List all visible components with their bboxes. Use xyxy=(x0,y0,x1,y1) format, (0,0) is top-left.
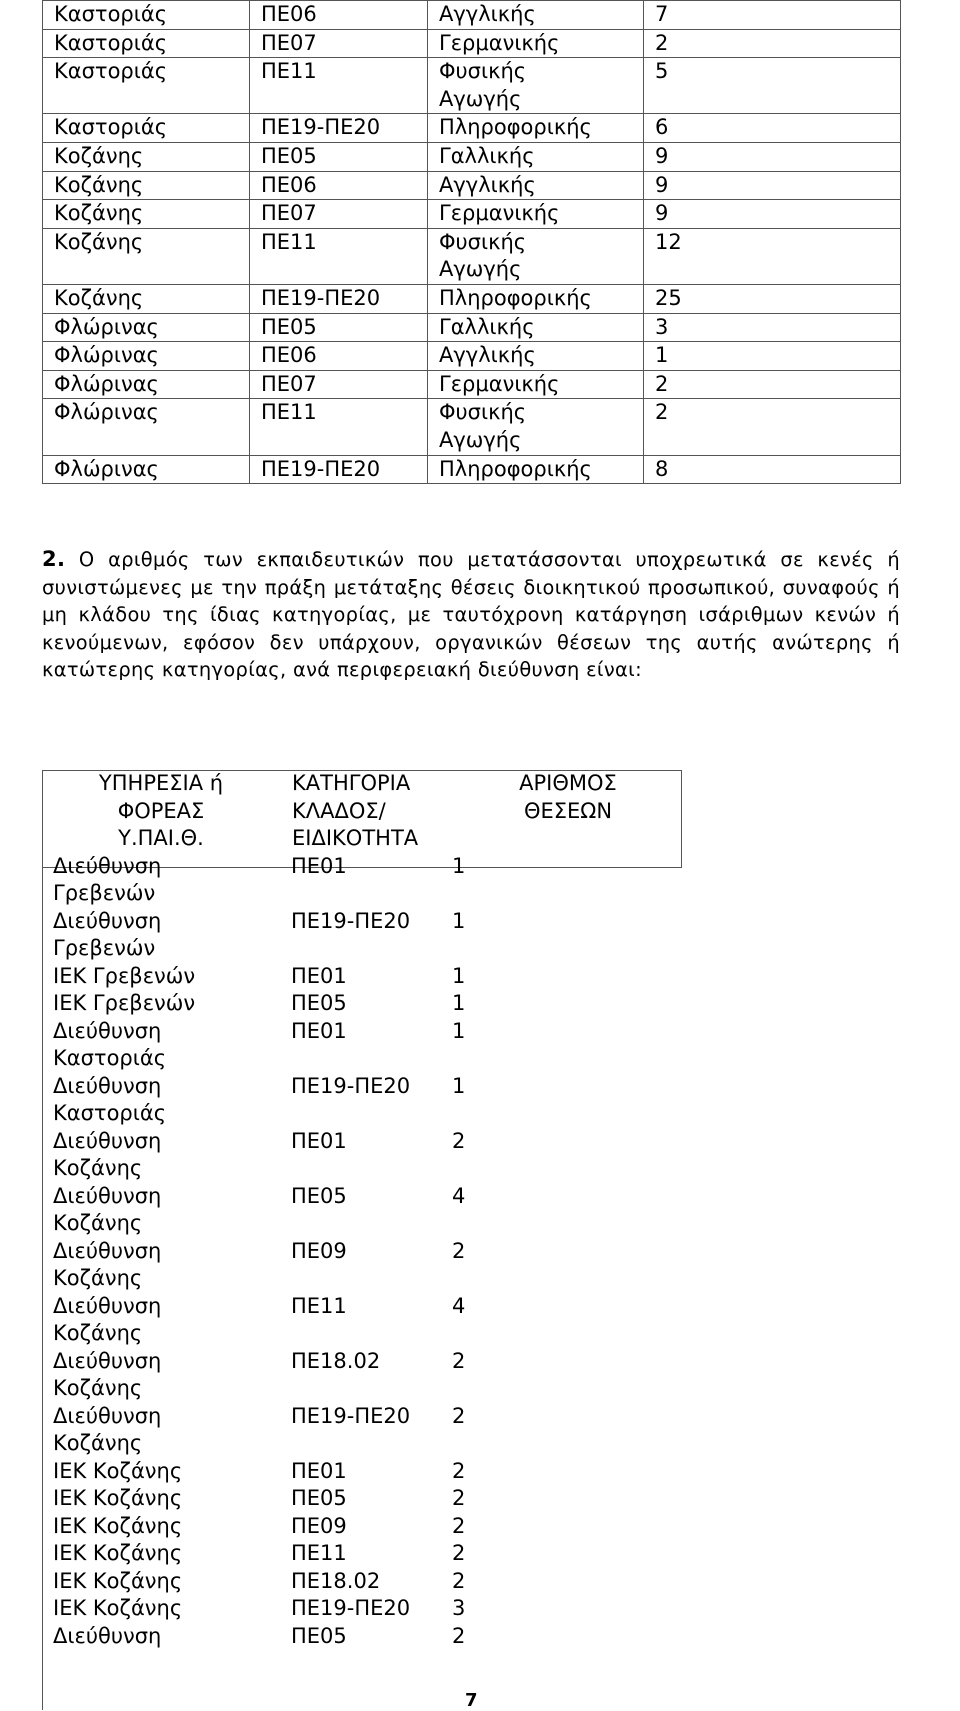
count-cell: 3 xyxy=(644,313,901,342)
positions-cell: 2 xyxy=(452,1541,466,1565)
category-cell: ΠΕ05 xyxy=(291,991,347,1015)
table-row xyxy=(42,1128,684,1183)
table-row xyxy=(43,29,901,58)
branch-cell: ΠΕ06 xyxy=(250,342,428,371)
table-row xyxy=(43,342,901,371)
paragraph-number: 2. xyxy=(42,547,66,571)
service-cell: ΙΕΚ Κοζάνης xyxy=(53,1596,183,1620)
branch-cell: ΠΕ06 xyxy=(250,1,428,30)
branch-cell: ΠΕ05 xyxy=(250,142,428,171)
specialty-cell: Φυσικής Αγωγής xyxy=(428,228,644,284)
branch-cell: ΠΕ07 xyxy=(250,370,428,399)
positions-cell: 4 xyxy=(452,1293,466,1318)
branch-cell: ΠΕ19-ΠΕ20 xyxy=(250,284,428,313)
table-row xyxy=(42,1403,684,1458)
specialty-cell: Γερμανικής xyxy=(428,370,644,399)
service-cell: Διεύθυνση Γρεβενών xyxy=(53,908,162,960)
category-cell: ΠΕ01 xyxy=(291,1018,347,1043)
region-cell: Καστοριάς xyxy=(43,1,250,30)
page-number: 7 xyxy=(465,1690,478,1711)
table-row xyxy=(43,58,901,114)
service-cell: ΙΕΚ Κοζάνης xyxy=(53,1541,183,1565)
region-cell: Φλώρινας xyxy=(43,370,250,399)
table-row xyxy=(43,1,901,30)
branch-cell: ΠΕ11 xyxy=(250,58,428,114)
specialty-cell: Γερμανικής xyxy=(428,29,644,58)
specialty-cell: Αγγλικής xyxy=(428,171,644,200)
service-cell: Διεύθυνση Καστοριάς xyxy=(53,1018,167,1070)
category-cell: ΠΕ05 xyxy=(291,1183,347,1208)
service-cell: Διεύθυνση Γρεβενών xyxy=(53,853,162,905)
category-cell: ΠΕ19-ΠΕ20 xyxy=(291,1596,411,1620)
region-cell: Κοζάνης xyxy=(43,142,250,171)
table-row xyxy=(42,1073,684,1128)
count-cell: 2 xyxy=(644,370,901,399)
paragraph-text: Ο αριθμός των εκπαιδευτικών που μετατάσσονται υποχρεωτικά σε κενές ή συνιστώμενες με την πράξη μετάταξης θέσεις διοικητικού προσωπικού, συναφούς ή μη κλάδου της ίδιας κατηγορίας, με ταυτόχρονη κατάργηση ισάριθμων κενών ή κενούμενων, εφόσον δεν υπάρχουν, οργανικών θέσεων της αυτής ανώτερης ή κατώτερης κατηγορίας, ανά περιφερειακή διεύθυνση είναι: xyxy=(42,548,900,682)
directorates-table xyxy=(42,770,684,1650)
region-cell: Κοζάνης xyxy=(43,284,250,313)
region-cell: Φλώρινας xyxy=(43,313,250,342)
positions-cell: 2 xyxy=(452,1486,466,1510)
table-row xyxy=(42,1568,684,1596)
positions-cell: 2 xyxy=(452,1348,466,1373)
table-row xyxy=(43,284,901,313)
table-row xyxy=(42,1018,684,1073)
branch-cell: ΠΕ19-ΠΕ20 xyxy=(250,455,428,484)
specialty-cell: Πληροφορικής xyxy=(428,114,644,143)
positions-cell: 2 xyxy=(452,1513,466,1538)
region-cell: Καστοριάς xyxy=(43,58,250,114)
table-row xyxy=(42,1623,684,1651)
count-cell: 9 xyxy=(644,200,901,229)
category-cell: ΠΕ19-ΠΕ20 xyxy=(291,1073,411,1098)
specialty-cell: Γαλλικής xyxy=(428,142,644,171)
category-cell: ΠΕ09 xyxy=(291,1238,347,1263)
table-row xyxy=(42,1485,684,1513)
table-row xyxy=(43,455,901,484)
region-cell: Φλώρινας xyxy=(43,455,250,484)
specialty-cell: Αγγλικής xyxy=(428,342,644,371)
specialty-cell: Γαλλικής xyxy=(428,313,644,342)
service-cell: ΙΕΚ Γρεβενών xyxy=(53,963,196,988)
header-category: ΚΑΤΗΓΟΡΙΑ ΚΛΑΔΟΣ/ ΕΙΔΙΚΟΤΗΤΑ xyxy=(292,771,419,850)
table-row xyxy=(42,1348,684,1403)
table-row xyxy=(42,963,684,991)
count-cell: 6 xyxy=(644,114,901,143)
service-cell: ΙΕΚ Γρεβενών xyxy=(53,991,196,1015)
service-cell: Διεύθυνση Κοζάνης xyxy=(53,1293,162,1345)
category-cell: ΠΕ01 xyxy=(291,1458,347,1483)
category-cell: ΠΕ09 xyxy=(291,1513,347,1538)
positions-cell: 2 xyxy=(452,1623,466,1648)
positions-table-top xyxy=(42,0,901,484)
table-row xyxy=(43,228,901,284)
specialty-cell: Πληροφορικής xyxy=(428,455,644,484)
category-cell: ΠΕ11 xyxy=(291,1293,347,1318)
category-cell: ΠΕ01 xyxy=(291,1128,347,1153)
region-cell: Κοζάνης xyxy=(43,228,250,284)
branch-cell: ΠΕ19-ΠΕ20 xyxy=(250,114,428,143)
positions-cell: 1 xyxy=(452,1018,466,1043)
count-cell: 8 xyxy=(644,455,901,484)
category-cell: ΠΕ05 xyxy=(291,1486,347,1510)
specialty-cell: Φυσικής Αγωγής xyxy=(428,58,644,114)
positions-cell: 4 xyxy=(452,1183,466,1208)
category-cell: ΠΕ01 xyxy=(291,853,347,878)
positions-cell: 2 xyxy=(452,1403,466,1428)
service-cell: ΙΕΚ Κοζάνης xyxy=(53,1513,183,1538)
specialty-cell: Αγγλικής xyxy=(428,1,644,30)
service-cell: Διεύθυνση xyxy=(53,1623,162,1648)
table-row xyxy=(43,313,901,342)
positions-cell: 2 xyxy=(452,1458,466,1483)
count-cell: 9 xyxy=(644,171,901,200)
region-cell: Φλώρινας xyxy=(43,399,250,455)
count-cell: 5 xyxy=(644,58,901,114)
service-cell: Διεύθυνση Κοζάνης xyxy=(53,1238,162,1290)
positions-cell: 1 xyxy=(452,853,466,878)
region-cell: Φλώρινας xyxy=(43,342,250,371)
service-cell: Διεύθυνση Κοζάνης xyxy=(53,1128,162,1180)
positions-cell: 1 xyxy=(452,908,466,933)
positions-cell: 2 xyxy=(452,1128,466,1153)
positions-cell: 2 xyxy=(452,1568,466,1593)
region-cell: Καστοριάς xyxy=(43,29,250,58)
count-cell: 9 xyxy=(644,142,901,171)
specialty-cell: Φυσικής Αγωγής xyxy=(428,399,644,455)
category-cell: ΠΕ18.02 xyxy=(291,1568,381,1593)
service-cell: ΙΕΚ Κοζάνης xyxy=(53,1458,183,1483)
count-cell: 7 xyxy=(644,1,901,30)
header-positions: ΑΡΙΘΜΟΣ ΘΕΣΕΩΝ xyxy=(519,771,617,823)
table-row xyxy=(42,1458,684,1486)
table-row xyxy=(43,114,901,143)
table-row xyxy=(42,990,684,1018)
table-row xyxy=(43,171,901,200)
branch-cell: ΠΕ11 xyxy=(250,399,428,455)
branch-cell: ΠΕ05 xyxy=(250,313,428,342)
branch-cell: ΠΕ07 xyxy=(250,29,428,58)
count-cell: 1 xyxy=(644,342,901,371)
positions-cell: 1 xyxy=(452,1073,466,1098)
positions-cell: 1 xyxy=(452,963,466,988)
table-row xyxy=(42,1595,684,1623)
table-row xyxy=(43,142,901,171)
table-row xyxy=(43,200,901,229)
service-cell: Διεύθυνση Κοζάνης xyxy=(53,1403,162,1455)
count-cell: 25 xyxy=(644,284,901,313)
service-cell: Διεύθυνση Κοζάνης xyxy=(53,1348,162,1400)
positions-cell: 2 xyxy=(452,1238,466,1263)
table-header-row xyxy=(42,770,684,853)
specialty-cell: Πληροφορικής xyxy=(428,284,644,313)
specialty-cell: Γερμανικής xyxy=(428,200,644,229)
positions-cell: 3 xyxy=(452,1596,466,1620)
table-row xyxy=(43,370,901,399)
section-paragraph xyxy=(42,546,900,684)
category-cell: ΠΕ19-ΠΕ20 xyxy=(291,1403,411,1428)
positions-cell: 1 xyxy=(452,991,466,1015)
table-row xyxy=(43,399,901,455)
branch-cell: ΠΕ11 xyxy=(250,228,428,284)
header-service: ΥΠΗΡΕΣΙΑ ή ΦΟΡΕΑΣ Υ.ΠΑΙ.Θ. xyxy=(98,771,224,850)
category-cell: ΠΕ18.02 xyxy=(291,1348,381,1373)
service-cell: Διεύθυνση Καστοριάς xyxy=(53,1073,167,1125)
category-cell: ΠΕ01 xyxy=(291,963,347,988)
service-cell: ΙΕΚ Κοζάνης xyxy=(53,1486,183,1510)
service-cell: ΙΕΚ Κοζάνης xyxy=(53,1568,183,1593)
table-row xyxy=(42,1540,684,1568)
category-cell: ΠΕ19-ΠΕ20 xyxy=(291,908,411,933)
table-row xyxy=(42,1293,684,1348)
count-cell: 12 xyxy=(644,228,901,284)
branch-cell: ΠΕ06 xyxy=(250,171,428,200)
table-row xyxy=(42,908,684,963)
table-row xyxy=(42,1513,684,1541)
service-cell: Διεύθυνση Κοζάνης xyxy=(53,1183,162,1235)
category-cell: ΠΕ11 xyxy=(291,1541,347,1565)
table-row xyxy=(42,1238,684,1293)
region-cell: Καστοριάς xyxy=(43,114,250,143)
table-row xyxy=(42,1183,684,1238)
table-row xyxy=(42,853,684,908)
count-cell: 2 xyxy=(644,29,901,58)
branch-cell: ΠΕ07 xyxy=(250,200,428,229)
category-cell: ΠΕ05 xyxy=(291,1623,347,1648)
count-cell: 2 xyxy=(644,399,901,455)
region-cell: Κοζάνης xyxy=(43,171,250,200)
region-cell: Κοζάνης xyxy=(43,200,250,229)
